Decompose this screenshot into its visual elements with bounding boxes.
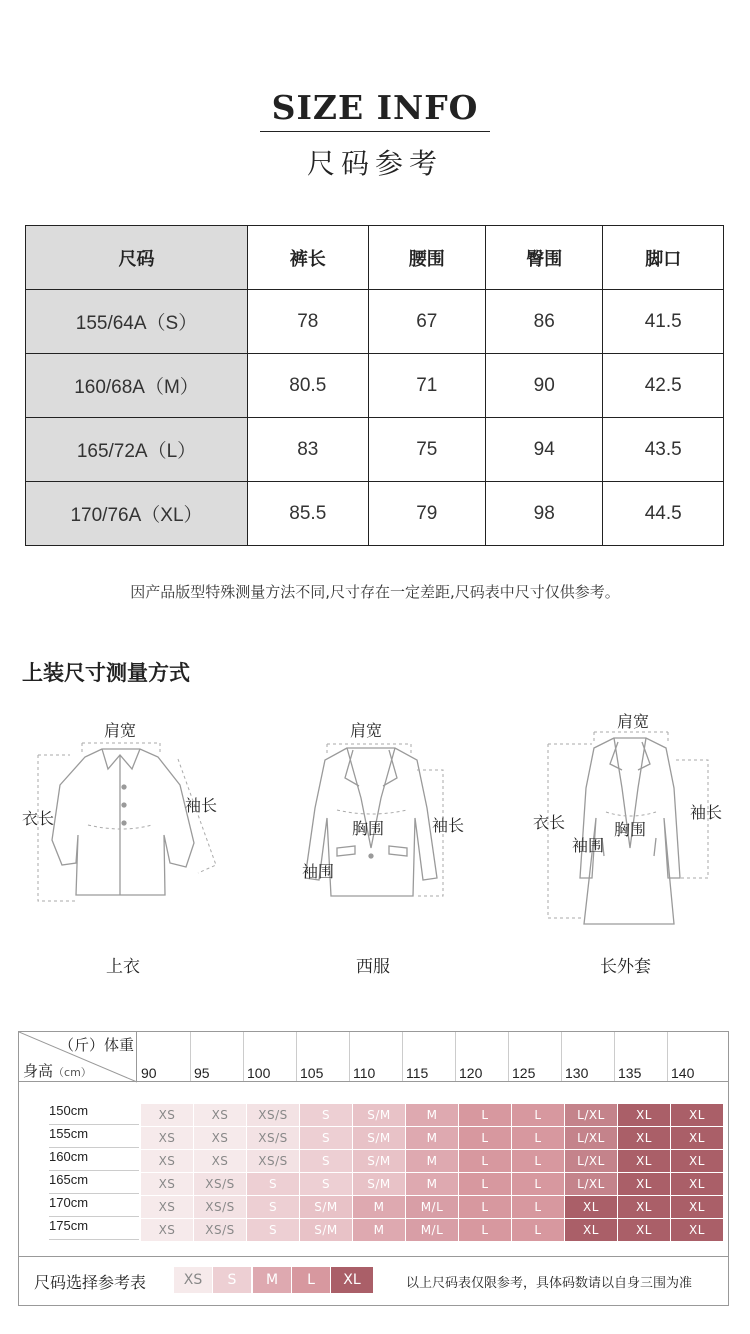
size-cell: XS/S [194,1219,246,1241]
size-cell: L [459,1104,511,1126]
height-label: 155cm [49,1126,89,1141]
size-cell: XS [141,1127,193,1149]
label-shoulder: 肩宽 [104,721,137,740]
size-cell: S [300,1104,352,1126]
size-cell: XL [671,1104,723,1126]
size-cell: L [459,1150,511,1172]
size-cell: XS [194,1150,246,1172]
height-axis-unit: （cm） [53,1066,92,1079]
size-cell: L/XL [565,1127,617,1149]
size-cell: XS/S [194,1196,246,1218]
table-cell: 43.5 [603,418,724,482]
size-cell: M/L [406,1219,458,1241]
legend-swatch: XL [331,1267,373,1293]
table-cell: 86 [485,290,602,354]
weight-header: 95 [194,1065,210,1081]
size-cell: XL [671,1150,723,1172]
size-cell: XS/S [194,1173,246,1195]
size-cell: XS [141,1196,193,1218]
table-row [26,290,724,354]
size-cell: S [300,1173,352,1195]
size-cell: XS [194,1104,246,1126]
table-cell: 98 [485,482,602,546]
header-cell: 脚口 [603,226,724,290]
section-title: 上装尺寸测量方式 [22,661,190,685]
size-cell: L [459,1173,511,1195]
size-cell: XL [671,1173,723,1195]
weight-axis-label: （斤）体重 [59,1036,135,1054]
table-cell: 160/68A（M） [26,354,248,418]
size-cell: S/M [300,1196,352,1218]
size-cell: XS [141,1219,193,1241]
size-cell: XL [671,1196,723,1218]
header-cell: 腰围 [368,226,485,290]
size-cell: L [459,1196,511,1218]
table-row [26,354,724,418]
legend-swatch: XS [174,1267,212,1293]
size-cell: S/M [353,1150,405,1172]
size-cell: M [406,1173,458,1195]
header-cell: 尺码 [26,226,248,290]
table-cell: 79 [368,482,485,546]
weight-header: 110 [353,1065,376,1081]
size-table-header [26,226,724,290]
size-cell: M/L [406,1196,458,1218]
page-header [0,88,750,182]
size-cell: S [247,1219,299,1241]
table-cell: 44.5 [603,482,724,546]
weight-header: 120 [459,1065,483,1081]
label-length: 衣长 [533,813,566,832]
weight-header: 140 [671,1065,695,1081]
size-cell: S/M [353,1173,405,1195]
label-length: 衣长 [22,809,55,828]
table-row [26,482,724,546]
header-cell: 裤长 [248,226,369,290]
size-cell: L/XL [565,1150,617,1172]
legend-swatch: M [253,1267,291,1293]
table-row [26,418,724,482]
label-shoulder: 肩宽 [350,721,383,740]
size-table [25,225,724,546]
size-cell: XL [565,1196,617,1218]
height-label: 165cm [49,1172,89,1187]
height-axis-label [23,1060,92,1081]
table-cell: 85.5 [248,482,369,546]
weight-header: 135 [618,1065,642,1081]
weight-header: 90 [141,1065,157,1081]
size-cell: S/M [300,1219,352,1241]
size-cell: S [300,1150,352,1172]
shirt-illustration [30,735,230,905]
size-cell: XS [194,1127,246,1149]
title-cn: 尺码参考 [306,147,443,180]
size-cell: XL [671,1219,723,1241]
legend-title: 尺码选择参考表 [34,1273,147,1292]
size-cell: XS/S [247,1150,299,1172]
table-cell: 71 [368,354,485,418]
size-cell: XL [618,1127,670,1149]
size-cell: L [512,1196,564,1218]
weight-header: 115 [406,1065,429,1081]
size-note: 因产品版型特殊测量方法不同,尺寸存在一定差距,尺码表中尺寸仅供参考。 [130,583,620,601]
header-cell: 臀围 [485,226,602,290]
size-cell: S [247,1173,299,1195]
label-sleeve: 袖长 [185,796,218,815]
size-cell: M [406,1150,458,1172]
garment-caption: 西服 [356,957,390,977]
size-cell: XS [141,1173,193,1195]
weight-header: 130 [565,1065,589,1081]
table-cell: 42.5 [603,354,724,418]
size-cell: L [512,1173,564,1195]
garment-caption: 长外套 [600,957,651,977]
size-cell: S/M [353,1104,405,1126]
table-cell: 80.5 [248,354,369,418]
table-cell: 94 [485,418,602,482]
size-cell: XL [618,1219,670,1241]
size-cell: XS [141,1104,193,1126]
size-cell: L [512,1104,564,1126]
label-chest: 胸围 [352,819,385,838]
label-chest: 胸围 [614,820,647,839]
label-sleeve: 袖长 [690,803,723,822]
size-cell: XL [671,1127,723,1149]
table-cell: 83 [248,418,369,482]
weight-header: 105 [300,1065,324,1081]
size-cell: S [300,1127,352,1149]
legend-swatch: L [292,1267,330,1293]
label-sleeve: 袖长 [432,816,465,835]
table-cell: 90 [485,354,602,418]
size-cell: XL [565,1219,617,1241]
size-cell: XS/S [247,1104,299,1126]
size-cell: S [247,1196,299,1218]
size-cell: XS/S [247,1127,299,1149]
size-recommendation-grid [18,1031,729,1306]
height-label: 175cm [49,1218,89,1233]
size-cell: XL [618,1196,670,1218]
label-cuff: 袖围 [572,836,605,855]
table-cell: 67 [368,290,485,354]
legend-note: 以上尺码表仅限参考，具体码数请以自身三围为准 [406,1276,693,1291]
size-cell: XL [618,1173,670,1195]
size-cell: M [406,1104,458,1126]
size-cell: L [459,1219,511,1241]
size-cell: XL [618,1104,670,1126]
height-label: 170cm [49,1195,89,1210]
height-axis-main: 身高 [23,1062,54,1080]
table-cell: 155/64A（S） [26,290,248,354]
table-cell: 170/76A（XL） [26,482,248,546]
table-cell: 75 [368,418,485,482]
legend-swatch: S [213,1267,251,1293]
size-cell: L/XL [565,1173,617,1195]
height-label: 150cm [49,1103,89,1118]
title-en: SIZE INFO [260,88,491,132]
size-cell: L/XL [565,1104,617,1126]
size-cell: M [353,1219,405,1241]
table-cell: 78 [248,290,369,354]
weight-header: 125 [512,1065,536,1081]
height-label: 160cm [49,1149,89,1164]
label-shoulder: 肩宽 [617,712,650,731]
size-cell: XS [141,1150,193,1172]
table-cell: 165/72A（L） [26,418,248,482]
size-cell: L [512,1219,564,1241]
label-cuff: 袖围 [302,862,335,881]
size-cell: M [353,1196,405,1218]
size-cell: L [512,1127,564,1149]
garment-caption: 上衣 [106,957,140,977]
size-cell: L [459,1127,511,1149]
size-cell: L [512,1150,564,1172]
table-cell: 41.5 [603,290,724,354]
size-cell: S/M [353,1127,405,1149]
weight-header: 100 [247,1065,271,1081]
size-cell: M [406,1127,458,1149]
size-cell: XL [618,1150,670,1172]
